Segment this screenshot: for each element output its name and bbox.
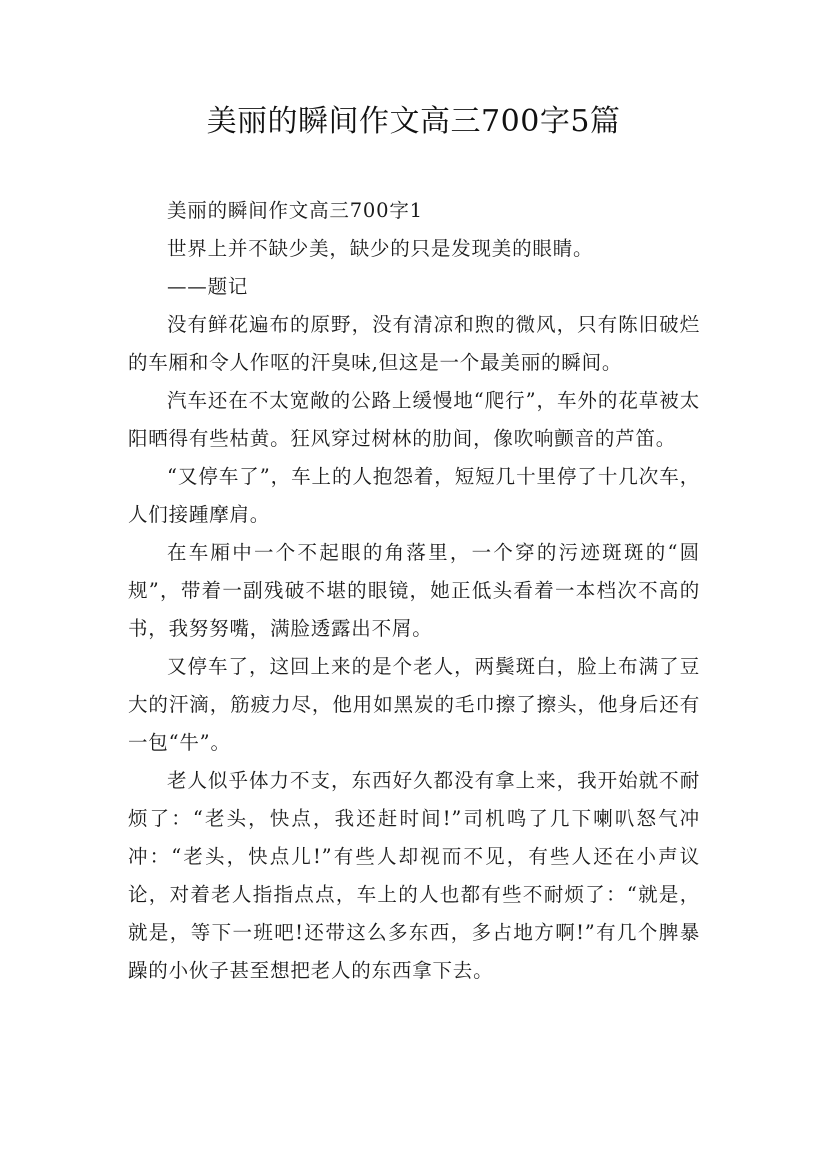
- body-paragraph: 在车厢中一个不起眼的角落里，一个穿的污迹斑斑的“圆规”，带着一副残破不堪的眼镜，她正低头看着一本档次不高的书，我努努嘴，满脸透露出不屑。: [128, 541, 700, 640]
- document-body: [128, 192, 700, 990]
- body-paragraph: “又停车了”，车上的人抱怨着，短短几十里停了十几次车，人们接踵摩肩。: [128, 465, 700, 526]
- body-paragraph: 汽车还在不太宽敞的公路上缓慢地“爬行”，车外的花草被太阳晒得有些枯黄。狂风穿过树林的肋间，像吹响颤音的芦笛。: [128, 389, 700, 450]
- body-paragraph: 老人似乎体力不支，东西好久都没有拿上来，我开始就不耐烦了：“老头，快点，我还赶时间!”司机鸣了几下喇叭怒气冲冲：“老头，快点儿!”有些人却视而不见，有些人还在小声议论，对着老人指指点点，车上的人也都有些不耐烦了：“就是，就是，等下一班吧!还带这么多东西，多占地方啊!”有几个脾暴躁的小伙子甚至想把老人的东西拿下去。: [128, 769, 700, 982]
- document-title: 美丽的瞬间作文高三700字5篇: [206, 104, 621, 139]
- body-paragraph: 没有鲜花遍布的原野，没有清凉和煦的微风，只有陈旧破烂的车厢和令人作呕的汗臭味,但这是一个最美丽的瞬间。: [128, 313, 700, 374]
- epigraph-attribution: ——题记: [167, 275, 249, 298]
- body-paragraph: 又停车了，这回上来的是个老人，两鬓斑白，脸上布满了豆大的汗滴，筋疲力尽，他用如黑炭的毛巾擦了擦头，他身后还有一包“牛”。: [128, 655, 700, 754]
- epigraph-line: 世界上并不缺少美，缺少的只是发现美的眼睛。: [167, 237, 594, 260]
- section-heading: 美丽的瞬间作文高三700字1: [167, 199, 423, 222]
